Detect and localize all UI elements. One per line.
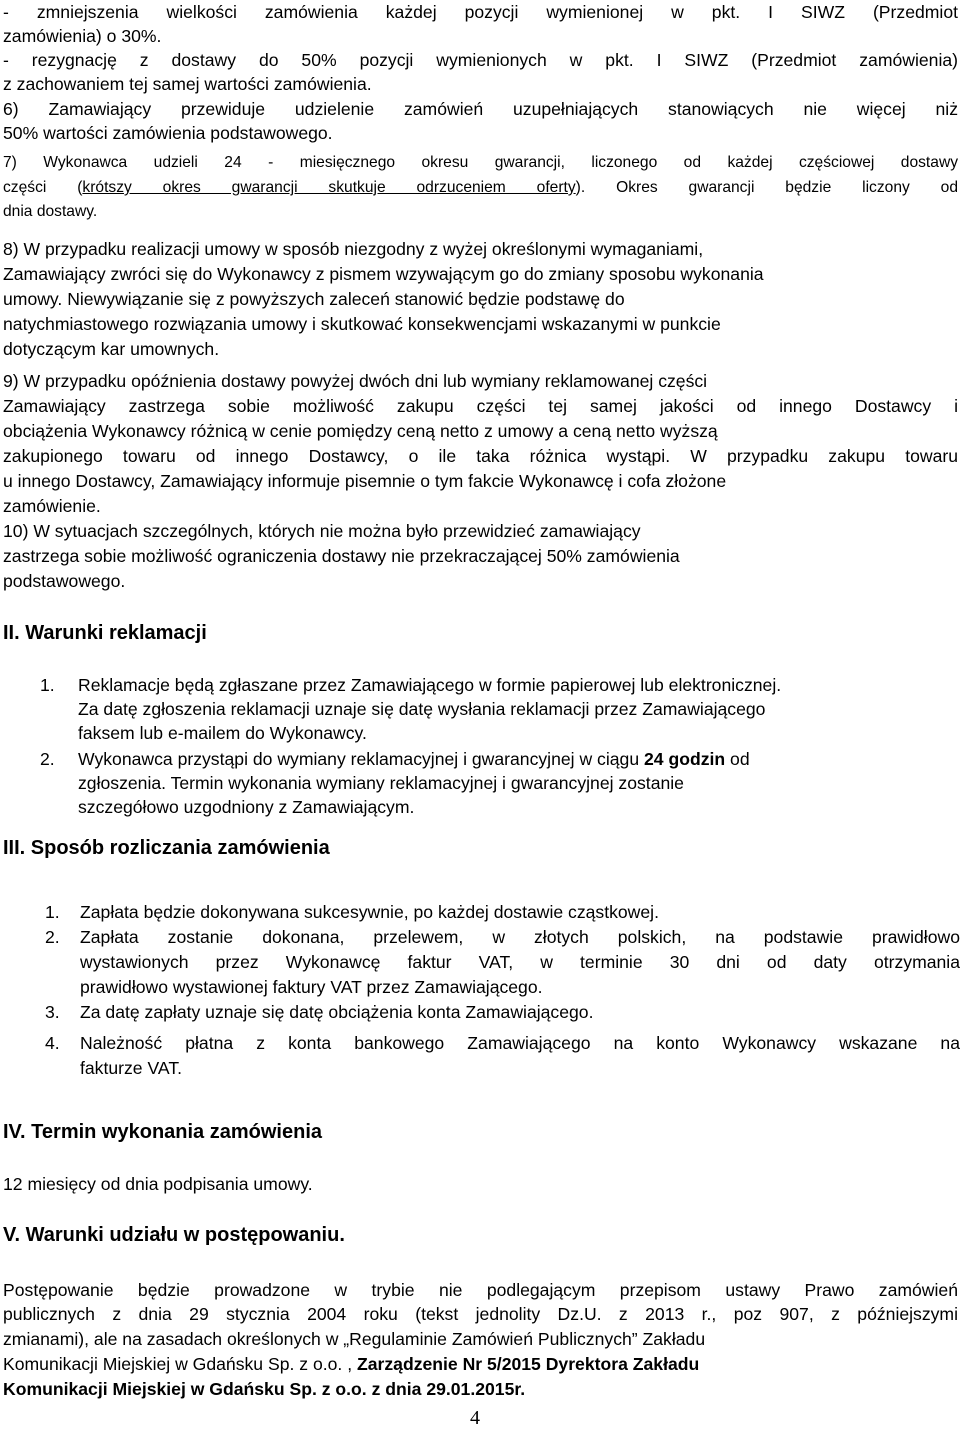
list-item-line: Za datę zapłaty uznaje się datę obciążenia konta Zamawiającego.	[80, 1002, 594, 1022]
text-line: 8) W przypadku realizacji umowy w sposób niezgodny z wyżej określonymi wymaganiami,	[3, 239, 704, 259]
list-number: 3.	[45, 1002, 60, 1022]
text-line: 12 miesięcy od dnia podpisania umowy.	[3, 1174, 313, 1194]
list-item-line: zgłoszenia. Termin wykonania wymiany reklamacyjnej i gwarancyjnej zostanie	[78, 773, 684, 793]
list-item-line: Reklamacje będą zgłaszane przez Zamawiającego w formie papierowej lub elektronicznej.	[78, 675, 782, 695]
text-line: 50% wartości zamówienia podstawowego.	[3, 123, 333, 143]
text-span: od	[725, 749, 750, 769]
text-span: ). Okres gwarancji będzie liczony od	[575, 179, 959, 196]
text-line: dotyczącym kar umownych.	[3, 339, 220, 359]
text-line: Postępowanie będzie prowadzone w trybie nie podlegającym przepisom ustawy Prawo zamówień	[3, 1280, 958, 1300]
text-span: części (	[3, 179, 83, 196]
text-line: publicznych z dnia 29 stycznia 2004 roku (tekst jednolity Dz.U. z 2013 r., poz 907, z późniejszymi	[3, 1304, 958, 1324]
text-line: 6) Zamawiający przewiduje udzielenie zamówień uzupełniających stanowiących nie więcej niż	[3, 99, 958, 119]
text-line: obciążenia Wykonawcy różnicą w cenie pomiędzy ceną netto z umowy a ceną netto wyższą	[3, 421, 718, 441]
section-heading: IV. Termin wykonania zamówienia	[3, 1121, 322, 1143]
list-item-line: prawidłowo wystawionej faktury VAT przez Zamawiającego.	[80, 977, 543, 997]
text-line: Zamawiający zastrzega sobie możliwość zakupu części tej samej jakości od innego Dostawcy i	[3, 396, 958, 416]
text-line: podstawowego.	[3, 571, 126, 591]
list-item-line	[78, 747, 750, 771]
text-line: 9) W przypadku opóźnienia dostawy powyżej dwóch dni lub wymiany reklamowanej części	[3, 371, 708, 391]
list-item-line: fakturze VAT.	[80, 1058, 183, 1078]
list-number: 2.	[40, 749, 55, 769]
page-number: 4	[470, 1407, 480, 1429]
text-line	[3, 176, 958, 200]
list-number: 1.	[45, 902, 60, 922]
list-item-line: Za datę zgłoszenia reklamacji uznaje się datę wysłania reklamacji przez Zamawiającego	[78, 699, 766, 719]
section-heading: III. Sposób rozliczania zamówienia	[3, 837, 330, 859]
text-line: Zamawiający zwróci się do Wykonawcy z pismem wzywającym go do zmiany sposobu wykonania	[3, 264, 764, 284]
bold-text: Zarządzenie Nr 5/2015 Dyrektora Zakładu	[356, 1354, 700, 1374]
list-item-line: Należność płatna z konta bankowego Zamawiającego na konto Wykonawcy wskazane na	[80, 1033, 960, 1053]
text-line: zastrzega sobie możliwość ograniczenia dostawy nie przekraczającej 50% zamówienia	[3, 546, 680, 566]
text-span: Wykonawca przystąpi do wymiany reklamacyjnej i gwarancyjnej w ciągu	[78, 749, 644, 769]
list-item-line: Zapłata będzie dokonywana sukcesywnie, po każdej dostawie cząstkowej.	[80, 902, 659, 922]
text-line: 7) Wykonawca udzieli 24 - miesięcznego okresu gwarancji, liczonego od każdej częściowej dostawy	[3, 154, 958, 171]
text-line: natychmiastowego rozwiązania umowy i skutkować konsekwencjami wskazanymi w punkcie	[3, 314, 721, 334]
bold-text: 24 godzin	[644, 749, 726, 769]
list-item-line: wystawionych przez Wykonawcę faktur VAT, w terminie 30 dni od daty otrzymania	[80, 952, 960, 972]
text-line: umowy. Niewywiązanie się z powyższych zaleceń stanowić będzie podstawę do	[3, 289, 625, 309]
text-line: zakupionego towaru od innego Dostawcy, o ile taka różnica wystąpi. W przypadku zakupu towaru	[3, 446, 958, 466]
section-heading: V. Warunki udziału w postępowaniu.	[3, 1224, 345, 1246]
text-line: zamówienie.	[3, 496, 101, 516]
text-line: - rezygnację z dostawy do 50% pozycji wymienionych w pkt. I SIWZ (Przedmiot zamówienia)	[3, 50, 958, 70]
list-number: 1.	[40, 675, 55, 695]
text-line: zamówienia) o 30%.	[3, 26, 162, 46]
list-number: 2.	[45, 927, 60, 947]
list-item-line: faksem lub e-mailem do Wykonawcy.	[78, 723, 367, 743]
text-line: - zmniejszenia wielkości zamówienia każdej pozycji wymienionej w pkt. I SIWZ (Przedmiot	[3, 2, 958, 22]
list-number: 4.	[45, 1033, 60, 1053]
text-span: Komunikacji Miejskiej w Gdańsku Sp. z o.o. ,	[3, 1354, 357, 1374]
underlined-text: krótszy okres gwarancji skutkuje odrzuceniem oferty	[82, 179, 576, 196]
text-line	[3, 1352, 699, 1376]
text-line: Komunikacji Miejskiej w Gdańsku Sp. z o.o. z dnia 29.01.2015r.	[3, 1379, 526, 1399]
text-line: zmianami), ale na zasadach określonych w „Regulaminie Zamówień Publicznych” Zakładu	[3, 1329, 706, 1349]
section-heading: II. Warunki reklamacji	[3, 622, 207, 644]
text-line: dnia dostawy.	[3, 203, 98, 220]
list-item-line: szczegółowo uzgodniony z Zamawiającym.	[78, 797, 415, 817]
text-line: z zachowaniem tej samej wartości zamówienia.	[3, 74, 372, 94]
list-item-line: Zapłata zostanie dokonana, przelewem, w złotych polskich, na podstawie prawidłowo	[80, 927, 960, 947]
text-line: 10) W sytuacjach szczególnych, których nie można było przewidzieć zamawiający	[3, 521, 641, 541]
text-line: u innego Dostawcy, Zamawiający informuje pisemnie o tym fakcie Wykonawcę i cofa złożone	[3, 471, 727, 491]
